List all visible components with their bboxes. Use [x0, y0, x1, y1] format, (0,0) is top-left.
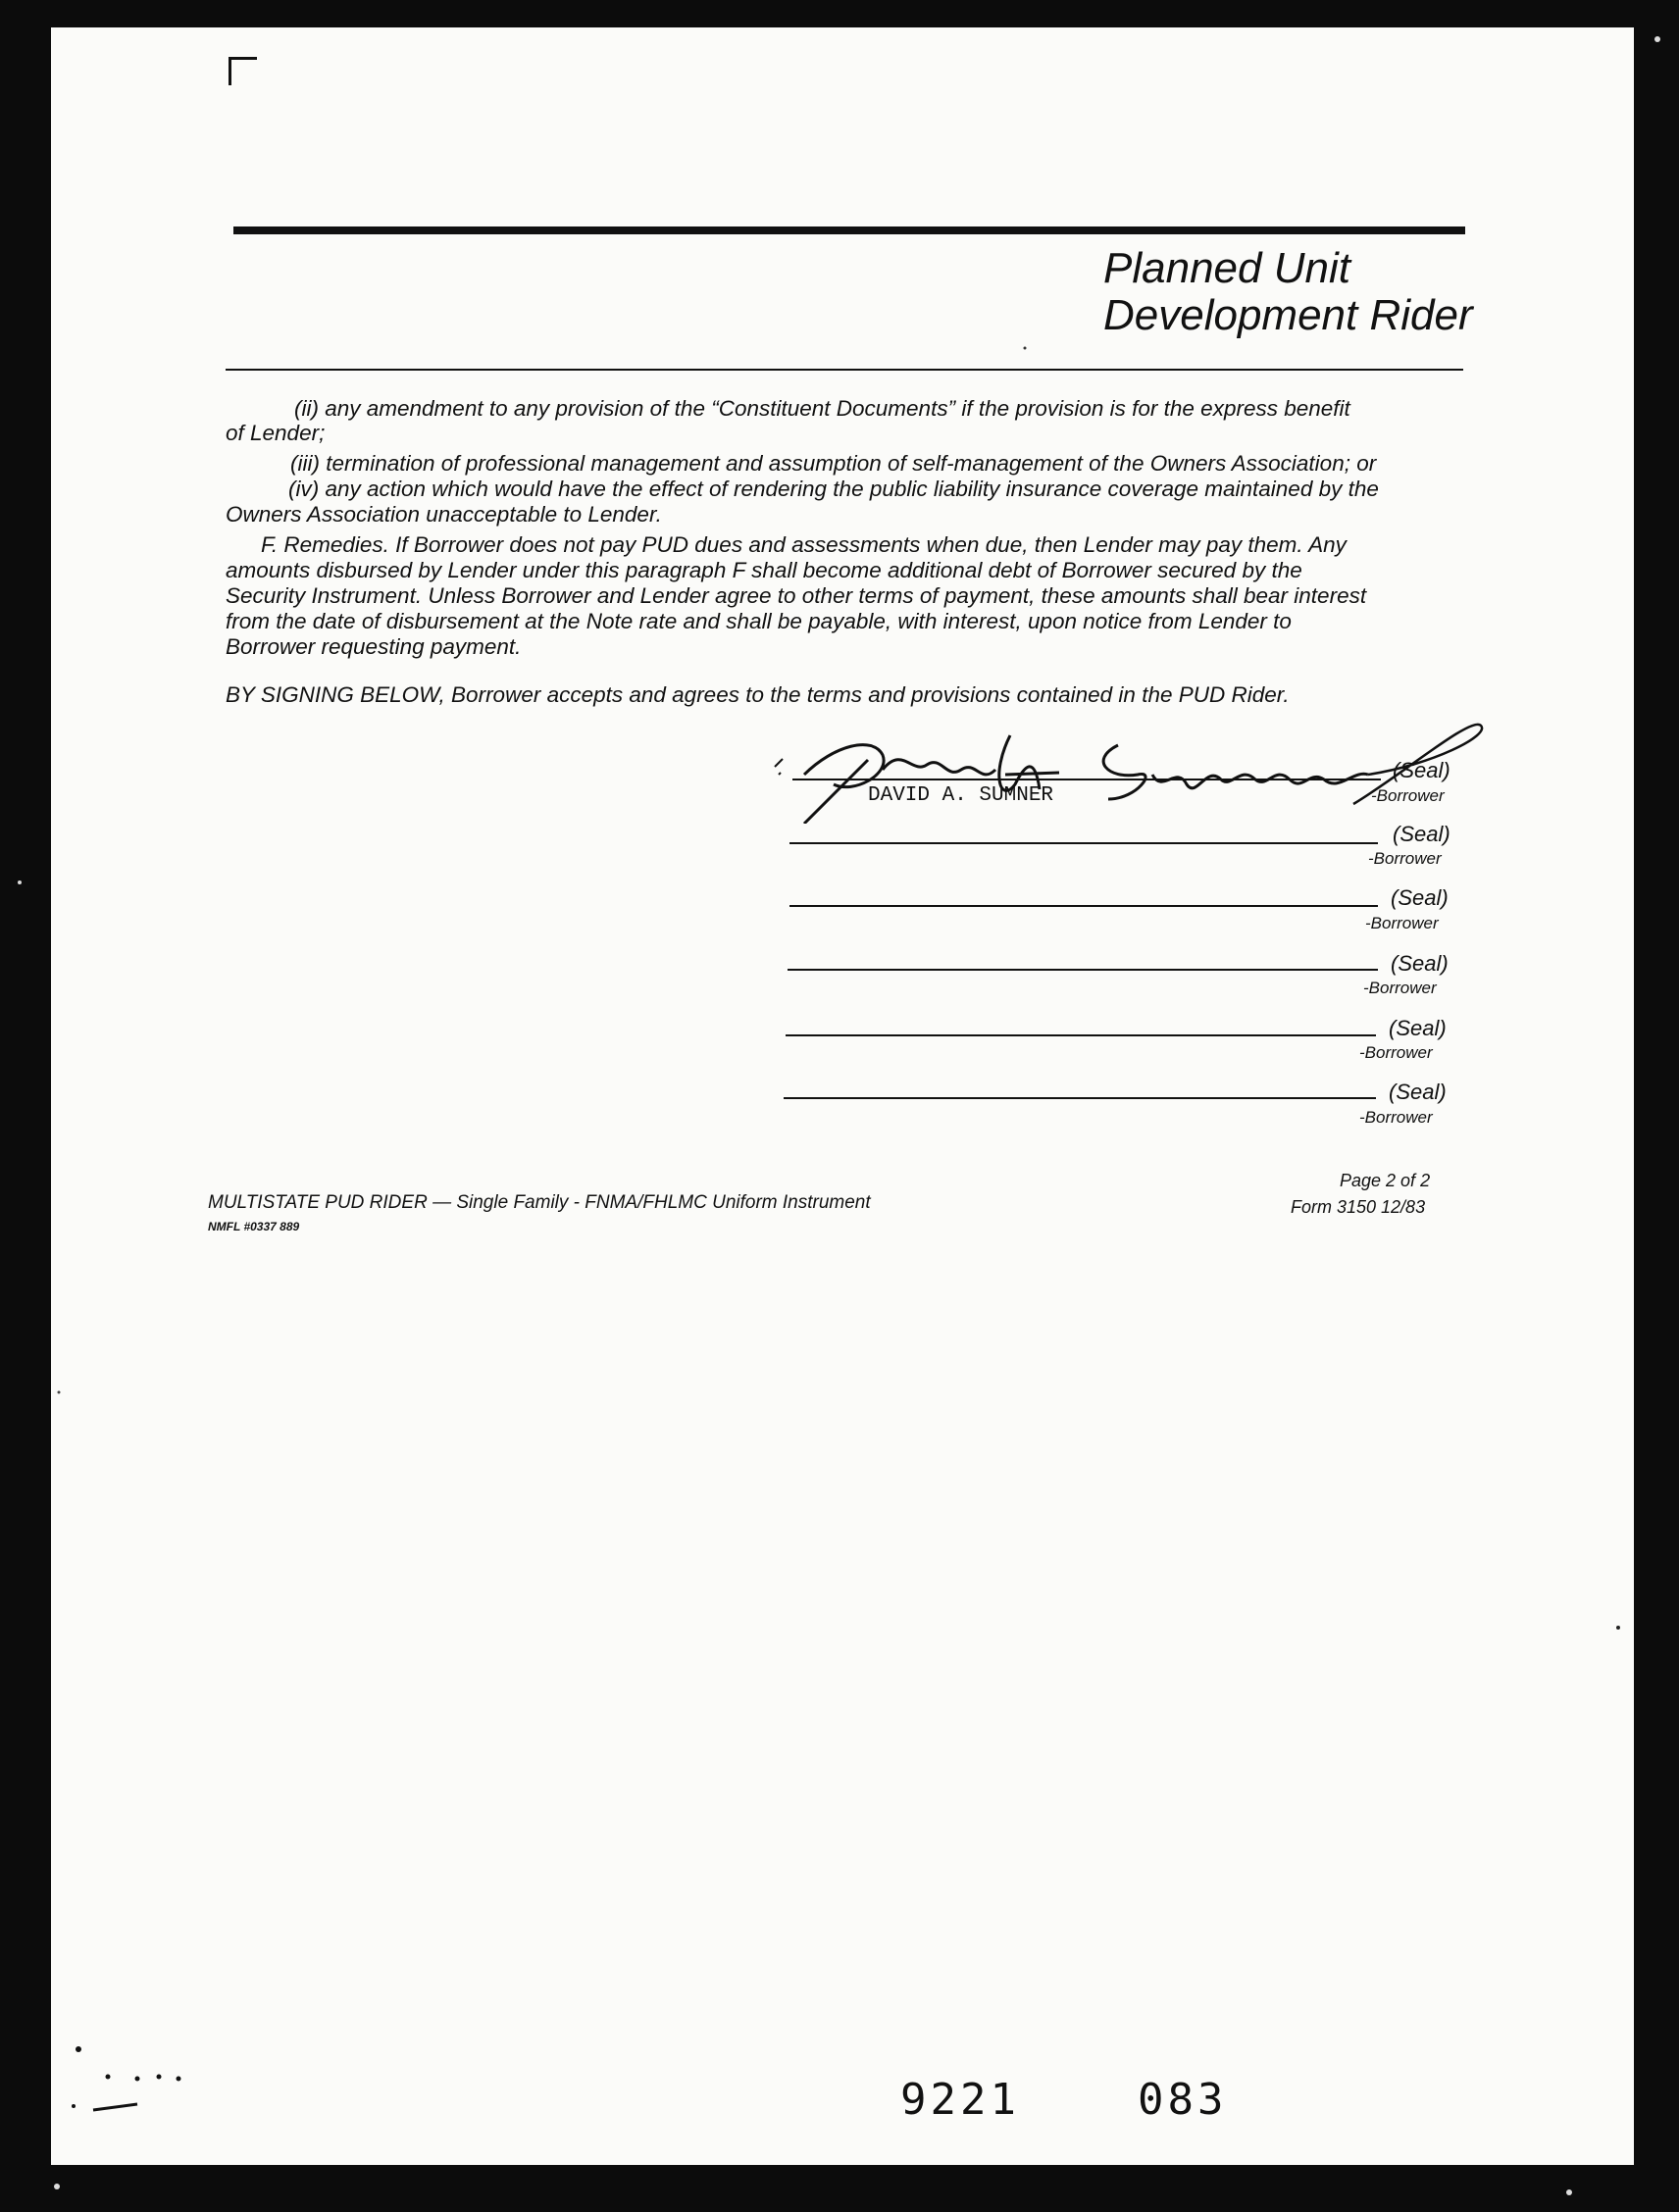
seal-label-4: (Seal) [1391, 951, 1449, 976]
stamp-number-left: 9221 [900, 2075, 1020, 2125]
stamp-number-right: 083 [1138, 2075, 1228, 2125]
borrower-label-2: -Borrower [1368, 849, 1442, 868]
clause-ii-line-2: of Lender; [226, 421, 326, 445]
form-number: Form 3150 12/83 [1291, 1197, 1426, 1217]
seal-label-3: (Seal) [1391, 885, 1449, 910]
signer-name: DAVID A. SUMNER [868, 784, 1054, 807]
clause-iv-line-2: Owners Association unacceptable to Lender. [226, 502, 662, 527]
borrower-label-3: -Borrower [1365, 914, 1439, 932]
remedies-line-1: F. Remedies. If Borrower does not pay PUD dues and assessments when due, then Lender may pay them. Any [261, 532, 1347, 557]
borrower-label-6: -Borrower [1359, 1108, 1433, 1127]
clause-iii: (iii) termination of professional management and assumption of self-management of the Owners Association; or [290, 451, 1377, 476]
borrower-label-4: -Borrower [1363, 979, 1437, 997]
signing-statement: BY SIGNING BELOW, Borrower accepts and agrees to the terms and provisions contained in the PUD Rider. [226, 682, 1290, 707]
title-line-2: Development Rider [1103, 291, 1473, 339]
remedies-line-5: Borrower requesting payment. [226, 634, 522, 659]
borrower-label-1: -Borrower [1371, 786, 1445, 805]
seal-label-1: (Seal) [1393, 758, 1450, 782]
clause-iv-line-1: (iv) any action which would have the effect of rendering the public liability insurance coverage maintained by the [288, 477, 1379, 501]
seal-label-6: (Seal) [1389, 1080, 1447, 1104]
title-line-1: Planned Unit [1103, 244, 1350, 292]
form-name: MULTISTATE PUD RIDER — Single Family - FNMA/FHLMC Uniform Instrument [208, 1192, 871, 1213]
remedies-line-4: from the date of disbursement at the Note rate and shall be payable, with interest, upon notice from Lender to [226, 609, 1292, 633]
seal-label-2: (Seal) [1393, 822, 1450, 846]
page-number: Page 2 of 2 [1340, 1171, 1431, 1190]
form-code: NMFL #0337 889 [208, 1220, 300, 1233]
clause-ii-line-1: (ii) any amendment to any provision of the “Constituent Documents” if the provision is for the express benefit [294, 396, 1350, 421]
borrower-label-5: -Borrower [1359, 1043, 1433, 1062]
remedies-line-3: Security Instrument. Unless Borrower and Lender agree to other terms of payment, these amounts shall bear interest [226, 583, 1367, 608]
remedies-line-2: amounts disbursed by Lender under this paragraph F shall become additional debt of Borrower secured by the [226, 558, 1302, 582]
seal-label-5: (Seal) [1389, 1016, 1447, 1040]
